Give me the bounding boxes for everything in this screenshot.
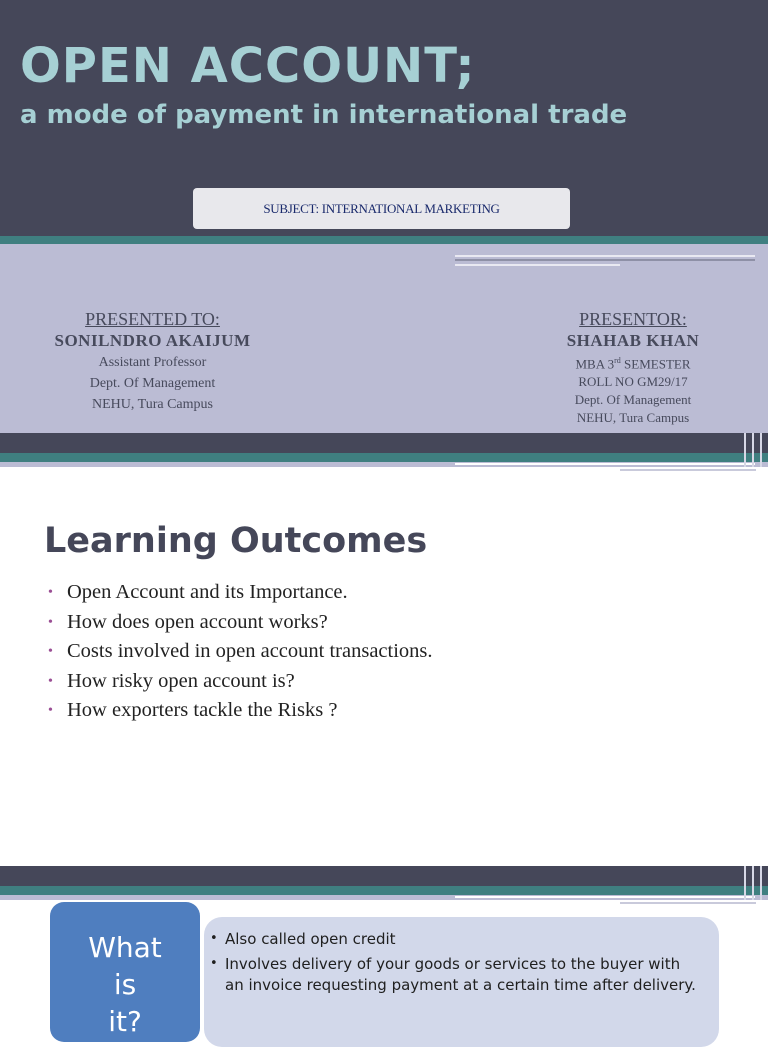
label-line: What: [88, 931, 162, 964]
list-item: [48, 608, 433, 638]
list-item-text: How does open account works?: [67, 610, 328, 633]
presentor-roll-no: ROLL NO GM29/17: [578, 374, 688, 390]
semester-superscript: rd: [614, 356, 621, 365]
list-item-text: Costs involved in open account transactions.: [67, 640, 433, 662]
decorative-tick: [744, 866, 746, 900]
slide3-header-band: [0, 866, 768, 886]
learning-outcomes-heading: Learning Outcomes: [44, 521, 428, 561]
presented-to-name: SONILNDRO AKAIJUM: [54, 331, 251, 350]
presented-to-heading: PRESENTED TO:: [85, 309, 220, 329]
label-line: is: [113, 968, 137, 1001]
presented-to-block: [40, 308, 265, 415]
list-item-text: Open Account and its Importance.: [67, 581, 348, 603]
slide1-footer-band: [0, 433, 768, 453]
bullet-icon: •: [210, 956, 218, 971]
presented-to-campus: NEHU, Tura Campus: [92, 397, 213, 412]
list-item: [210, 954, 700, 996]
bullet-icon: •: [48, 644, 53, 659]
decorative-tick: [744, 433, 746, 467]
decorative-line: [455, 896, 755, 898]
slide-subtitle: a mode of payment in international trade: [20, 100, 628, 130]
presented-to-designation: Assistant Professor: [98, 355, 207, 370]
presentor-semester: [520, 352, 746, 373]
decorative-tick: [760, 866, 762, 900]
decorative-line: [455, 259, 755, 261]
decorative-line: [620, 902, 756, 904]
semester-prefix: MBA 3: [575, 356, 615, 372]
subject-label: SUBJECT: INTERNATIONAL MARKETING: [263, 200, 500, 216]
subject-box: [193, 188, 570, 229]
teal-divider: [0, 236, 768, 244]
bullet-icon: •: [210, 931, 218, 946]
definition-list: [210, 929, 700, 1000]
list-item-text: Also called open credit: [225, 930, 396, 948]
decorative-line: [455, 255, 755, 257]
list-item: [48, 696, 433, 726]
learning-outcomes-list: [48, 578, 433, 726]
decorative-tick: [752, 433, 754, 467]
list-item: [48, 578, 433, 608]
slide3-header-teal: [0, 886, 768, 895]
bullet-icon: •: [48, 614, 53, 630]
presented-to-department: Dept. Of Management: [89, 376, 216, 391]
list-item: [210, 929, 700, 950]
what-is-it-label: [50, 929, 200, 1040]
list-item-text: Involves delivery of your goods or services to the buyer with an invoice requesting payment at a certain time after delivery.: [225, 955, 696, 994]
list-item: [48, 667, 433, 697]
semester-suffix: SEMESTER: [620, 356, 691, 372]
decorative-tick: [752, 866, 754, 900]
decorative-line: [455, 463, 755, 465]
decorative-line: [455, 264, 620, 266]
presentor-heading: PRESENTOR:: [579, 309, 687, 329]
decorative-line: [620, 469, 756, 471]
slide1-footer-teal: [0, 453, 768, 462]
presentor-campus: NEHU, Tura Campus: [576, 410, 690, 426]
list-item-text: How risky open account is?: [67, 669, 295, 692]
bullet-icon: •: [48, 703, 53, 718]
label-line: it?: [108, 1005, 142, 1038]
list-item-text: How exporters tackle the Risks ?: [67, 699, 338, 721]
list-item: [48, 637, 433, 667]
slide-title: OPEN ACCOUNT;: [20, 38, 476, 94]
bullet-icon: •: [48, 673, 53, 689]
presentor-block: [520, 308, 746, 427]
presentor-department: Dept. Of Management: [574, 392, 692, 408]
decorative-tick: [760, 433, 762, 467]
presentor-name: SHAHAB KHAN: [566, 331, 700, 350]
bullet-icon: •: [48, 585, 53, 600]
